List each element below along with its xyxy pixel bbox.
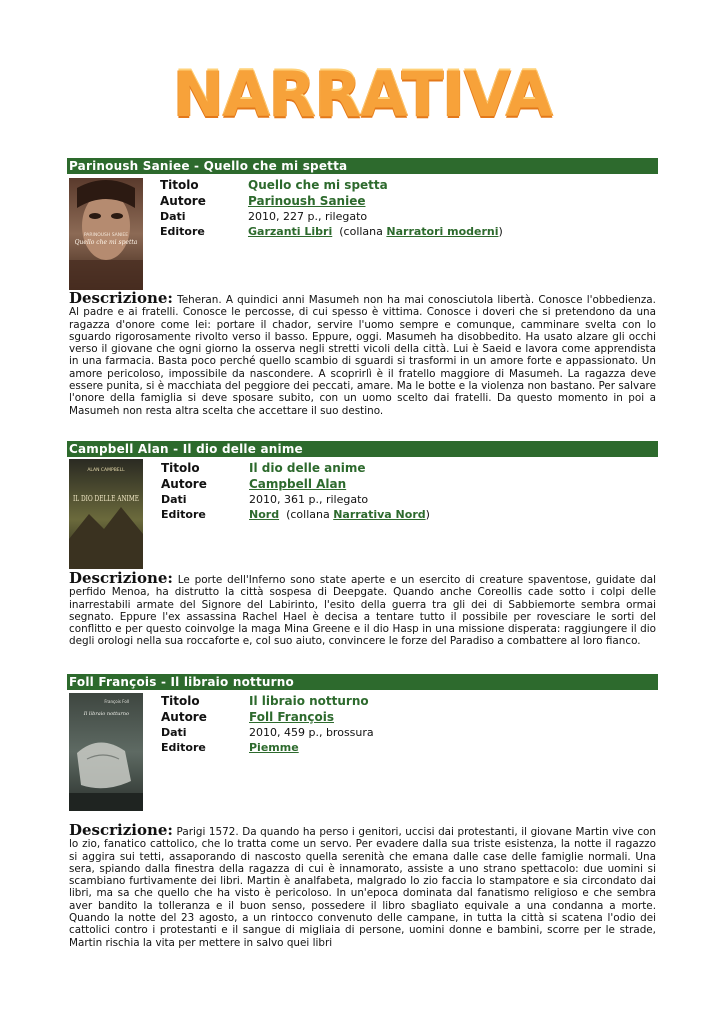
book-cover-image: [69, 693, 143, 811]
book-description: [69, 569, 656, 648]
description-text: Parigi 1572. Da quando ha perso i genitori, uccisi dai protestanti, il giovane Martin vive con lo zio, fanatico cattolico, che lo tratta come un servo. Per evadere dalla sua triste esistenza, la notte il ragazzo si aggira sui tetti, assaporando di nascosto quella serenità che emana dalle case delle famiglie normali. Una sera, spiando dalla finestra della ragazza di cui è innamorato, assiste a uno strano spettacolo: due uomini si scambiano furtivamente dei libri. Martin è analfabeta, malgrado lo zio faccia lo stampatore e sia circondato dai libri, ma sa che quello che ha visto è pericoloso. In un'epoca dominata dal fanatismo religioso e che sembra aver bandito la tolleranza e il buon senso, possedere il libro sbagliato equivale a una condanna a morte. Quando la notte del 23 agosto, a un rintocco convenuto delle campane, in tutta la città si scatena l'odio dei cattolici contro i protestanti e il sangue di migliaia di persone, uomini donne e bambini, scorre per le strade, Martin rischia la vita per mettere in salvo quei libri: [69, 826, 656, 949]
book-cover-image: [69, 459, 143, 569]
book-entry: [67, 674, 658, 949]
book-description: [69, 289, 656, 417]
book-description: [69, 821, 656, 949]
cover-title-text: IL DIO DELLE ANIME: [73, 494, 140, 503]
author-link[interactable]: Foll François: [249, 710, 334, 724]
author-link[interactable]: Parinoush Saniee: [248, 194, 366, 208]
series-link[interactable]: Narrativa Nord: [333, 508, 426, 521]
publisher-link[interactable]: Garzanti Libri: [248, 225, 333, 238]
description-label: Descrizione:: [69, 821, 173, 839]
book-title: Il dio delle anime: [249, 461, 366, 475]
book-title-bar: Campbell Alan - Il dio delle anime: [67, 441, 658, 457]
label-titolo: Titolo: [160, 178, 199, 192]
cover-title-text: Il libraio notturno: [83, 711, 129, 717]
description-label: Descrizione:: [69, 569, 173, 587]
collana-prefix: (collana: [286, 508, 334, 521]
book-title: Il libraio notturno: [249, 694, 369, 708]
label-autore: Autore: [161, 477, 207, 491]
author-link[interactable]: Campbell Alan: [249, 477, 347, 491]
book-data: 2010, 459 p., brossura: [249, 726, 374, 739]
book-entry: [67, 441, 658, 653]
book-cover-image: [69, 178, 143, 290]
cover-author-text: ALAN CAMPBELL: [87, 468, 125, 473]
book-details: [161, 461, 430, 523]
publisher-link[interactable]: Piemme: [249, 741, 299, 754]
banner-title: NARRATIVA: [173, 58, 552, 131]
publisher-link[interactable]: Nord: [249, 508, 280, 521]
page-banner: [0, 58, 725, 132]
cover-author-text: PARINOUSH SANIEE: [83, 233, 129, 238]
description-label: Descrizione:: [69, 289, 173, 307]
book-details: [161, 694, 374, 756]
label-dati: Dati: [160, 210, 186, 223]
series-link[interactable]: Narratori moderni: [386, 225, 499, 238]
description-text: Teheran. A quindici anni Masumeh non ha mai conosciutola libertà. Conosce l'obbedienza. Al padre e ai fratelli. Conosce le percosse, di cui spesso è vittima. Conosce i doveri che si pretendono da una ragazza d'onore come lei: portare il chador, servire l'uomo sempre e comunque, camminare svelta con lo sguardo rigorosamente rivolto verso il basso. Eppure, oggi. Masumeh ha disobbedito. Ha usato alzare gli occhi verso il giovane che ogni giorno la osserva negli stretti vicoli della città. Lui è Saeid e lavora come apprendista in una farmacia. Basta poco perché quello scambio di sguardi si trasformi in un amore forte e appassionato. Un amore pericoloso, impossibile da nascondere. A scoprirlì è il fratello maggiore di Masumeh. La ragazza deve essere punita, si è macchiata del peggiore dei peccati, amare. Ma le botte e la violenza non bastano. Per salvare l'onore della famiglia si deve sposare subito, con un uomo scelto dai fratelli. Da questo momento in poi a Masumeh non resta altra scelta che accettare il suo destino.: [69, 294, 656, 417]
book-details: [160, 178, 503, 240]
description-text: Le porte dell'Inferno sono state aperte e un esercito di creature spaventose, guidate dal perfido Menoa, ha distrutto la città sospesa di Deepgate. Quando anche Coreollis cade sotto i colpi delle inarrestabili armate del Signore del Labirinto, l'esito della guerra tra gli dei di Sabbiemorte sembra ormai segnato. Eppure l'ex assassina Rachel Hael è decisa a tentare tutto il possibile per rovesciare le sorti del conflitto e per questo coinvolge la maga Mina Greene e il dio Hasp in una missione disperata: raggiungere il dio degli orologi nella sua roccaforte e, col suo aiuto, convincere le forze del Paradiso a combattere al loro fianco.: [69, 574, 656, 648]
label-editore: Editore: [161, 508, 206, 521]
label-dati: Dati: [161, 726, 187, 739]
book-data: 2010, 227 p., rilegato: [248, 210, 368, 223]
cover-title-text: Quello che mi spetta: [74, 239, 138, 246]
label-titolo: Titolo: [161, 461, 200, 475]
book-data: 2010, 361 p., rilegato: [249, 493, 369, 506]
collana-prefix: (collana: [339, 225, 387, 238]
label-editore: Editore: [161, 741, 206, 754]
book-title-bar: Foll François - Il libraio notturno: [67, 674, 658, 690]
label-editore: Editore: [160, 225, 205, 238]
cover-author-text: François Foll: [104, 699, 129, 704]
collana-suffix: ): [498, 225, 503, 238]
label-autore: Autore: [160, 194, 206, 208]
book-entry: [67, 158, 658, 417]
label-titolo: Titolo: [161, 694, 200, 708]
label-autore: Autore: [161, 710, 207, 724]
collana-suffix: ): [425, 508, 430, 521]
book-title-bar: Parinoush Saniee - Quello che mi spetta: [67, 158, 658, 174]
book-title: Quello che mi spetta: [248, 178, 388, 192]
label-dati: Dati: [161, 493, 187, 506]
